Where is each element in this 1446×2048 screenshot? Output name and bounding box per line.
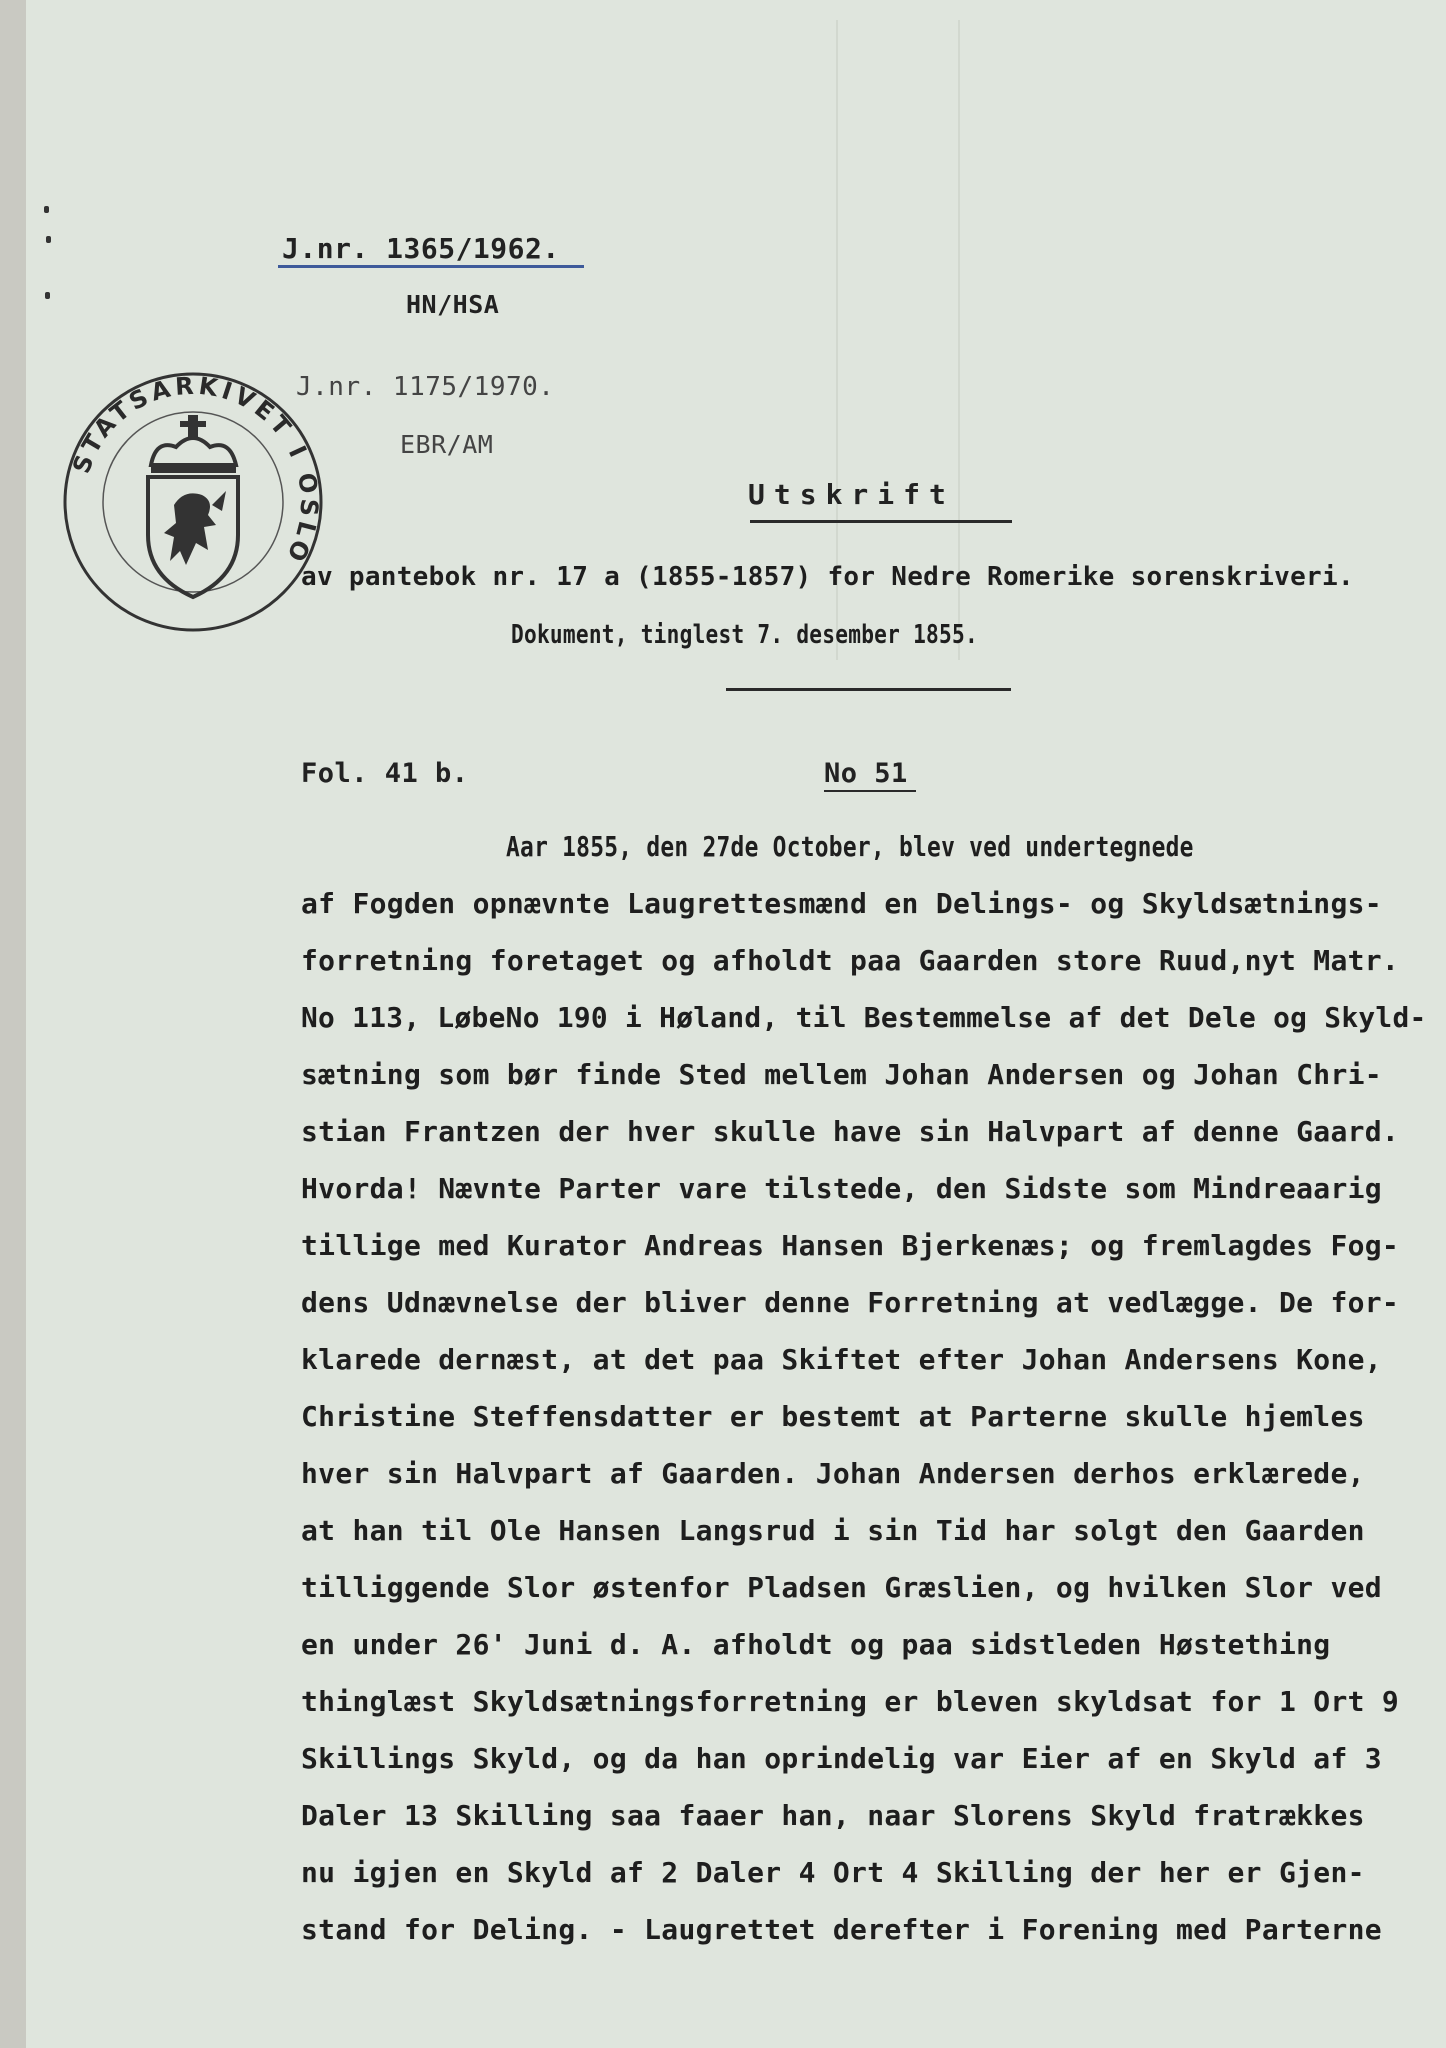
body-line: tillige med Kurator Andreas Hansen Bjerkenæs; og fremlagdes Fog-: [301, 1229, 1400, 1262]
body-line: forretning foretaget og afholdt paa Gaarden store Ruud,nyt Matr.: [301, 944, 1400, 977]
body-line: Skillings Skyld, og da han oprindelig var Eier af en Skyld af 3: [301, 1742, 1382, 1775]
subtitle-line-1: av pantebok nr. 17 a (1855-1857) for Nedre Romerike sorenskriveri.: [301, 562, 1354, 592]
journal-ref-1962: J.nr. 1365/1962.: [282, 232, 560, 265]
body-line: klarede dernæst, at det paa Skiftet efter Johan Andersens Kone,: [301, 1343, 1382, 1376]
title-underline: [750, 520, 1012, 523]
body-line: Aar 1855, den 27de October, blev ved undertegnede: [506, 830, 1194, 863]
body-line: tilliggende Slor østenfor Pladsen Græslien, og hvilken Slor ved: [301, 1571, 1382, 1604]
body-line: stand for Deling. - Laugrettet derefter i Forening med Parterne: [301, 1913, 1382, 1946]
document-number: No 51: [824, 758, 908, 789]
body-line: dens Udnævnelse der bliver denne Forretning at vedlægge. De for-: [301, 1286, 1400, 1319]
body-line: hver sin Halvpart af Gaarden. Johan Andersen derhos erklærede,: [301, 1457, 1365, 1490]
body-line: thinglæst Skyldsætningsforretning er bleven skyldsat for 1 Ort 9: [301, 1685, 1400, 1718]
body-line: at han til Ole Hansen Langsrud i sin Tid har solgt den Gaarden: [301, 1514, 1365, 1547]
body-line: af Fogden opnævnte Laugrettesmænd en Delings- og Skyldsætnings-: [301, 887, 1382, 920]
body-line: stian Frantzen der hver skulle have sin Halvpart af denne Gaard.: [301, 1115, 1400, 1148]
number-underline: [824, 790, 916, 792]
document-title: Utskrift: [748, 478, 955, 511]
margin-mark: [46, 236, 51, 243]
archive-seal-icon: [56, 365, 331, 640]
body-line: sætning som bør finde Sted mellem Johan Andersen og Johan Chri-: [301, 1058, 1382, 1091]
body-line: en under 26' Juni d. A. afholdt og paa sidstleden Høstething: [301, 1628, 1331, 1661]
body-line: No 113, LøbeNo 190 i Høland, til Bestemmelse af det Dele og Skyld-: [301, 1001, 1427, 1034]
initials-1962: HN/HSA: [406, 290, 500, 319]
margin-mark: [44, 206, 49, 213]
margin-mark: [45, 292, 50, 299]
body-line: Daler 13 Skilling saa faaer han, naar Slorens Skyld fratrækkes: [301, 1799, 1365, 1832]
journal-ref-1970: J.nr. 1175/1970.: [296, 372, 555, 402]
folio-reference: Fol. 41 b.: [301, 758, 469, 789]
journal-ref-underline: [278, 265, 584, 268]
body-line: Christine Steffensdatter er bestemt at Parterne skulle hjemles: [301, 1400, 1365, 1433]
initials-1970: EBR/AM: [400, 430, 494, 459]
document-page: [26, 0, 1446, 2048]
subtitle-line-2: Dokument, tinglest 7. desember 1855.: [511, 620, 978, 650]
seal-text: STATSARKIVET I OSLO: [67, 371, 324, 570]
subtitle-divider: [726, 688, 1011, 691]
body-line: Hvorda! Nævnte Parter vare tilstede, den Sidste som Mindreaarig: [301, 1172, 1382, 1205]
body-line: nu igjen en Skyld af 2 Daler 4 Ort 4 Skilling der her er Gjen-: [301, 1856, 1365, 1889]
